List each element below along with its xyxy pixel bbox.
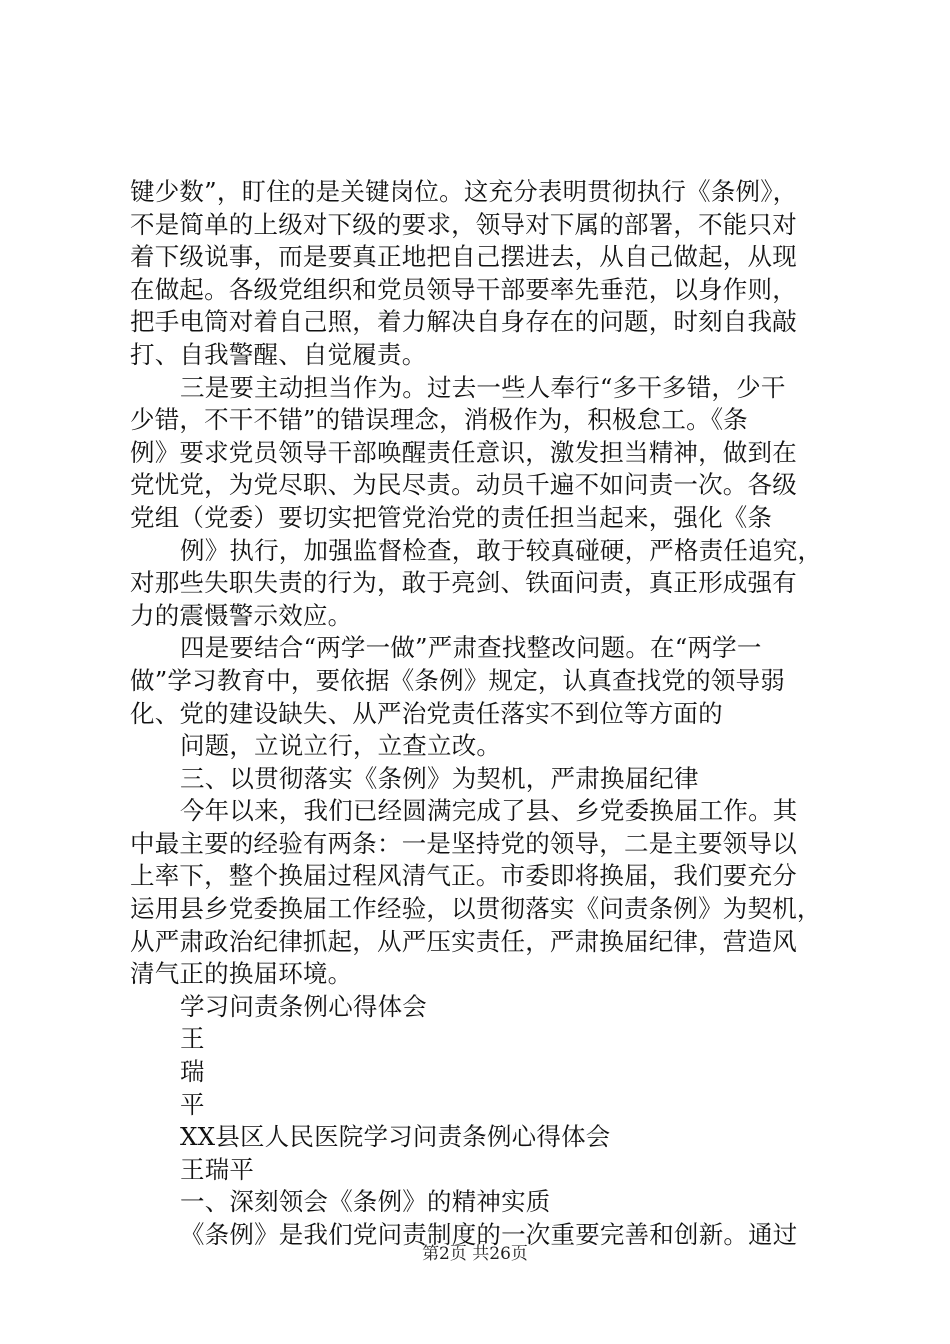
- article-title: 学习问责条例心得体会: [180, 991, 427, 1021]
- author-name: 王瑞平: [180, 1154, 255, 1184]
- text-line: 中最主要的经验有两条：一是坚持党的领导，二是主要领导以: [130, 828, 797, 858]
- text-line: 例》要求党员领导干部唤醒责任意识，激发担当精神，做到在: [130, 437, 797, 467]
- text-line: 清气正的换届环境。: [130, 959, 353, 989]
- text-line: 在做起。各级党组织和党员领导干部要率先垂范，以身作则，: [130, 274, 797, 304]
- text-line: 党忧党，为党尽职、为民尽责。动员千遍不如问责一次。各级: [130, 470, 797, 500]
- text-line: 少错，不干不错”的错误理念，消极作为，积极怠工。《条: [130, 405, 748, 435]
- section-heading: 一、深刻领会《条例》的精神实质: [180, 1187, 551, 1217]
- text-line: 今年以来，我们已经圆满完成了县、乡党委换届工作。其: [180, 796, 798, 826]
- author-char: 平: [180, 1089, 205, 1119]
- text-line: 不是简单的上级对下级的要求，领导对下属的部署，不能只对: [130, 209, 797, 239]
- text-line: 着下级说事，而是要真正地把自己摆进去，从自己做起，从现: [130, 242, 797, 272]
- text-line: 上率下，整个换届过程风清气正。市委即将换届，我们要充分: [130, 861, 797, 891]
- document-body: [130, 176, 850, 1252]
- text-line: 党组（党委）要切实把管党治党的责任担当起来，强化《条: [130, 502, 773, 532]
- text-line: 例》执行，加强监督检查，敢于较真碰硬，严格责任追究，: [180, 535, 823, 565]
- text-line: 力的震慑警示效应。: [130, 600, 353, 630]
- page-footer: 第2页 共26页: [422, 1244, 528, 1264]
- article-title: XX县区人民医院学习问责条例心得体会: [180, 1122, 611, 1152]
- text-line: 运用县乡党委换届工作经验，以贯彻落实《问责条例》为契机，: [130, 894, 822, 924]
- section-heading: 三、以贯彻落实《条例》为契机，严肃换届纪律: [180, 763, 699, 793]
- text-line: 四是要结合“两学一做”严肃查找整改问题。在“两学一: [180, 633, 762, 663]
- text-line: 问题，立说立行，立查立改。: [180, 731, 502, 761]
- text-line: 从严肃政治纪律抓起，从严压实责任，严肃换届纪律，营造风: [130, 926, 797, 956]
- text-line: 把手电筒对着自己照，着力解决自身存在的问题，时刻自我敲: [130, 307, 797, 337]
- text-line: 化、党的建设缺失、从严治党责任落实不到位等方面的: [130, 698, 723, 728]
- text-line: 对那些失职失责的行为，敢于亮剑、铁面问责，真正形成强有: [130, 568, 797, 598]
- text-line: 打、自我警醒、自觉履责。: [130, 339, 427, 369]
- author-char: 王: [180, 1024, 205, 1054]
- author-char: 瑞: [180, 1057, 205, 1087]
- text-line: 《条例》是我们党问责制度的一次重要完善和创新。通过: [180, 1220, 798, 1249]
- text-line: 三是要主动担当作为。过去一些人奉行“多干多错，少干: [180, 372, 786, 402]
- text-line: 做”学习教育中，要依据《条例》规定，认真查找党的领导弱: [130, 665, 785, 695]
- text-line: 键少数”，盯住的是关键岗位。这充分表明贯彻执行《条例》，: [130, 177, 798, 206]
